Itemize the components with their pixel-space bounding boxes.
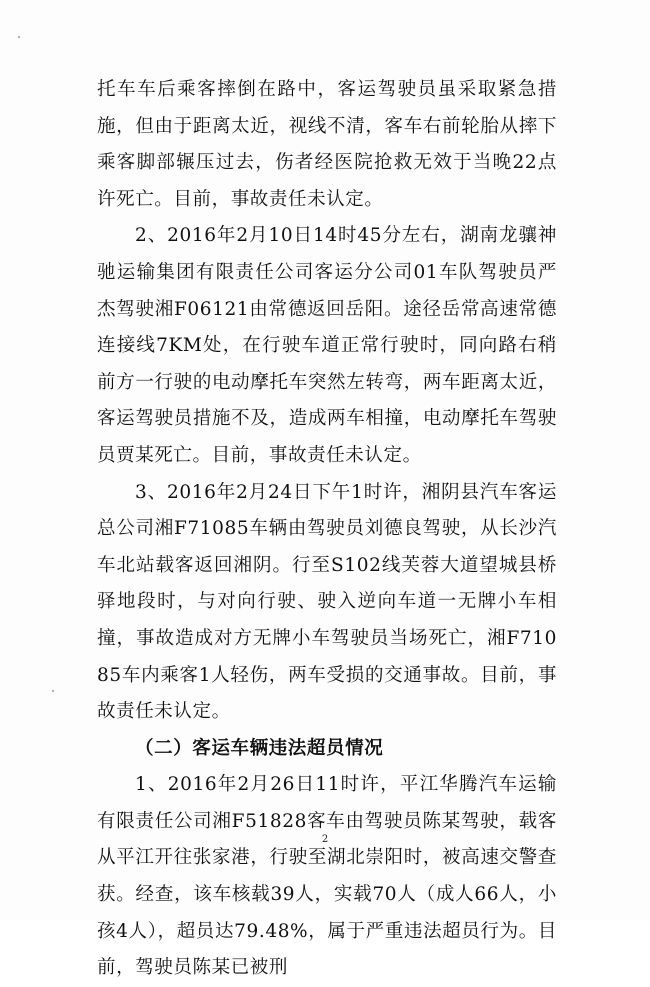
body-text xyxy=(97,72,557,987)
paragraph-item-2: 2、2016年2月10日14时45分左右，湖南龙骧神驰运输集团有限责任公司客运分公司01车队驾驶员严杰驾驶湘F06121由常德返回岳阳。途径岳常高速常德连接线7KM处，在行驶车道正常行驶时，同向路右稍前方一行驶的电动摩托车突然左转弯，两车距离太近，客运驾驶员措施不及，造成两车相撞，电动摩托车驾驶员贾某死亡。目前，事故责任未认定。 xyxy=(97,225,557,466)
paragraph-item-3: 3、2016年2月24日下午1时许，湘阴县汽车客运总公司湘F71085车辆由驾驶员刘德良驾驶，从长沙汽车北站载客返回湘阴。行至S102线芙蓉大道望城县桥驿地段时，与对向行驶、驶入逆向车道一无牌小车相撞，事故造成对方无牌小车驾驶员当场死亡，湘F71085车内乘客1人轻伤，两车受损的交通事故。目前，事故责任未认定。 xyxy=(97,481,557,723)
page-number: 2 xyxy=(321,834,329,845)
paragraph-overload-item-1: 1、2016年2月26日11时许，平江华腾汽车运输有限责任公司湘F51828客车由驾驶员陈某驾驶，载客从平江开往张家港，行驶至湖北崇阳时，被高速交警查获。经查，该车核载39人，实载70人（成人66人，小孩4人），超员达79.48%，属于严重违法超员行为。目前，驾驶员陈某已被刑 xyxy=(97,774,557,979)
scan-speck xyxy=(18,36,20,38)
scan-speck xyxy=(52,690,54,692)
section-heading: （二）客运车辆违法超员情况 xyxy=(135,737,384,759)
paragraph-continued: 托车车后乘客摔倒在路中，客运驾驶员虽采取紧急措施，但由于距离太近，视线不清，客车右前轮胎从摔下乘客脚部辗压过去，伤者经医院抢救无效于当晚22点许死亡。目前，事故责任未认定。 xyxy=(97,79,557,210)
